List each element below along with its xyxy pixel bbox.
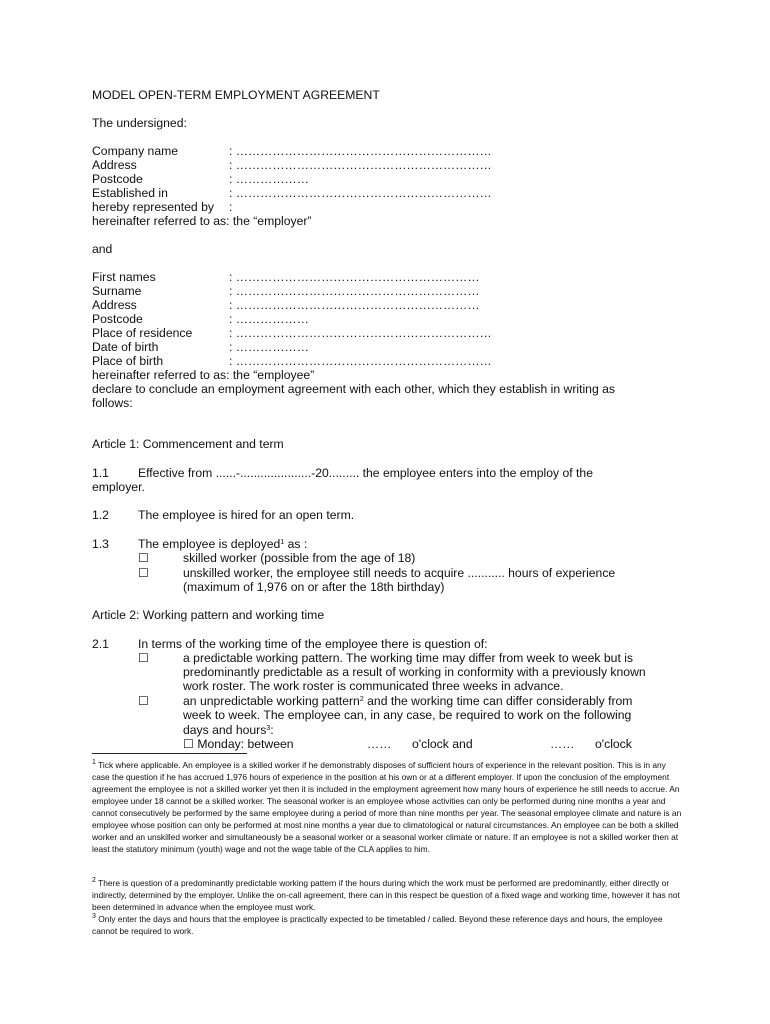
clause-1-2-number: 1.2 <box>92 508 109 522</box>
clause-1-3-number: 1.3 <box>92 537 109 551</box>
employee-reference: hereinafter referred to as: the “employee” <box>92 368 315 382</box>
company-name-field: : ……………………………………………………… <box>229 144 492 158</box>
employee-address-label: Address <box>92 298 137 312</box>
employer-postcode-field: : ……………… <box>229 172 309 186</box>
article-2-heading: Article 2: Working pattern and working time <box>92 608 325 622</box>
declare-line-2: follows: <box>92 396 133 410</box>
skilled-worker-label: skilled worker (possible from the age of 18) <box>183 551 416 565</box>
predictable-pattern-text: a predictable working pattern. The working time may differ from week to week but is <box>183 651 634 665</box>
unpredictable-pattern-text: an unpredictable working pattern$^2$ and the working time can differ considerably from <box>183 694 633 708</box>
employer-reference: hereinafter referred to as: the “employer” <box>92 214 312 228</box>
unpredictable-pattern-checkbox[interactable]: ☐ <box>138 694 149 708</box>
employer-postcode-label: Postcode <box>92 172 143 186</box>
unpredictable-pattern-text-2: week to week. The employee can, in any case, be required to work on the following <box>183 708 632 722</box>
footnote-ref-3: 3 <box>266 725 271 732</box>
represented-by-field: : <box>229 200 233 214</box>
date-of-birth-field: : ……………… <box>229 340 309 354</box>
footnote-1: $^1$ Tick where applicable. An employee is a skilled worker if he demonstrably disposes of sufficient hours of experience in the relevant position. This is in any case the question if he has accrued 1,976 hours of experience in the position at his own or at a different employer. If upon the conclusion of the employment agreement the employee is not a skilled worker yet then it is included in the employment agreement how many hours of experience he still needs to accrue. An employee under 18 cannot be a skilled worker. The seasonal worker is an employee whose activities can only be performed during nine months a year and cannot consecutively be performed by the same employee during a period of more than nine months per year. The seasonal employee climate and nature is an employee whose position can only be performed at most nine months a year due to climatological or natural circumstances. An employee can be both a skilled worker and an unskilled worker and simultaneously be a seasonal worker or a seasonal worker climate or nature. If an employee is not a skilled worker then at least the statutory minimum (youth) wage and not the wage table of the CLA applies to him. <box>92 759 682 854</box>
document-title: MODEL OPEN-TERM EMPLOYMENT AGREEMENT <box>92 88 380 102</box>
employer-address-field: : ……………………………………………………… <box>229 158 492 172</box>
monday-to-dots: …… <box>550 737 575 751</box>
skilled-worker-checkbox[interactable]: ☐ <box>138 551 149 565</box>
clause-1-3-text: The employee is deployed$^1$ as : <box>138 537 308 551</box>
employee-postcode-field: : ……………… <box>229 312 309 326</box>
monday-label: Monday: between <box>197 737 294 751</box>
footnote-ref-1: 1 <box>280 539 285 546</box>
established-in-label: Established in <box>92 186 168 200</box>
unskilled-worker-label: unskilled worker, the employee still needs to acquire ........... hours of experience <box>183 566 616 580</box>
place-of-residence-field: : ……………………………………………………… <box>229 326 492 340</box>
employee-postcode-label: Postcode <box>92 312 143 326</box>
employer-address-label: Address <box>92 158 137 172</box>
company-name-label: Company name <box>92 144 179 158</box>
first-names-label: First names <box>92 270 156 284</box>
unskilled-worker-label-cont: (maximum of 1,976 on or after the 18th birthday) <box>183 580 445 594</box>
footnote-ref-2: 2 <box>359 696 364 703</box>
predictable-pattern-checkbox[interactable]: ☐ <box>138 651 149 665</box>
clause-1-1-text-cont: employer. <box>92 480 145 494</box>
first-names-field: : …………………………………………………… <box>229 270 480 284</box>
represented-by-label: hereby represented by <box>92 200 214 214</box>
undersigned-line: The undersigned: <box>92 116 187 130</box>
predictable-pattern-text-2: predominantly predictable as a result of working in conformity with a previously known <box>183 665 646 679</box>
footnote-separator <box>92 753 247 754</box>
monday-from-dots: …… <box>367 737 392 751</box>
monday-oclock-and: o'clock and <box>412 737 473 751</box>
unskilled-worker-checkbox[interactable]: ☐ <box>138 566 149 580</box>
surname-field: : …………………………………………………… <box>229 284 480 298</box>
established-in-field: : ……………………………………………………… <box>229 186 492 200</box>
surname-label: Surname <box>92 284 142 298</box>
place-of-birth-label: Place of birth <box>92 354 164 368</box>
article-1-heading: Article 1: Commencement and term <box>92 437 284 451</box>
predictable-pattern-text-3: work roster. The work roster is communicated three weeks in advance. <box>183 679 564 693</box>
date-of-birth-label: Date of birth <box>92 340 159 354</box>
footnote-2: $^2$ There is question of a predominantly predictable working pattern if the hours during which the work must be performed are predominantly, either directly or indirectly, determined by the employer. Unlike the on-call agreement, there can in this respect be question of a fixed wage and working time, however it has not been determined in advance when the employee must work. <box>92 877 680 912</box>
clause-2-1-number: 2.1 <box>92 637 109 651</box>
unpredictable-pattern-text-3: days and hours$^3$: <box>183 723 274 737</box>
monday-oclock: o'clock <box>595 737 632 751</box>
clause-1-1-number: 1.1 <box>92 466 109 480</box>
monday-checkbox[interactable]: ☐ Monday: between <box>183 737 294 751</box>
clause-1-1-text: Effective from ......-.....................-20......... the employee enters into the employ of the <box>138 466 593 480</box>
employee-address-field: : …………………………………………………… <box>229 298 480 312</box>
declare-line-1: declare to conclude an employment agreement with each other, which they establish in writing as <box>92 382 615 396</box>
place-of-birth-field: : ……………………………………………………… <box>229 354 492 368</box>
clause-1-2-text: The employee is hired for an open term. <box>138 508 355 522</box>
place-of-residence-label: Place of residence <box>92 326 193 340</box>
clause-2-1-text: In terms of the working time of the employee there is question of: <box>138 637 488 651</box>
and-line: and <box>92 242 113 256</box>
footnote-3: $^3$ Only enter the days and hours that the employee is practically expected to be timetabled / called. Beyond these reference days and hours, the employee cannot be required to work. <box>92 913 663 936</box>
